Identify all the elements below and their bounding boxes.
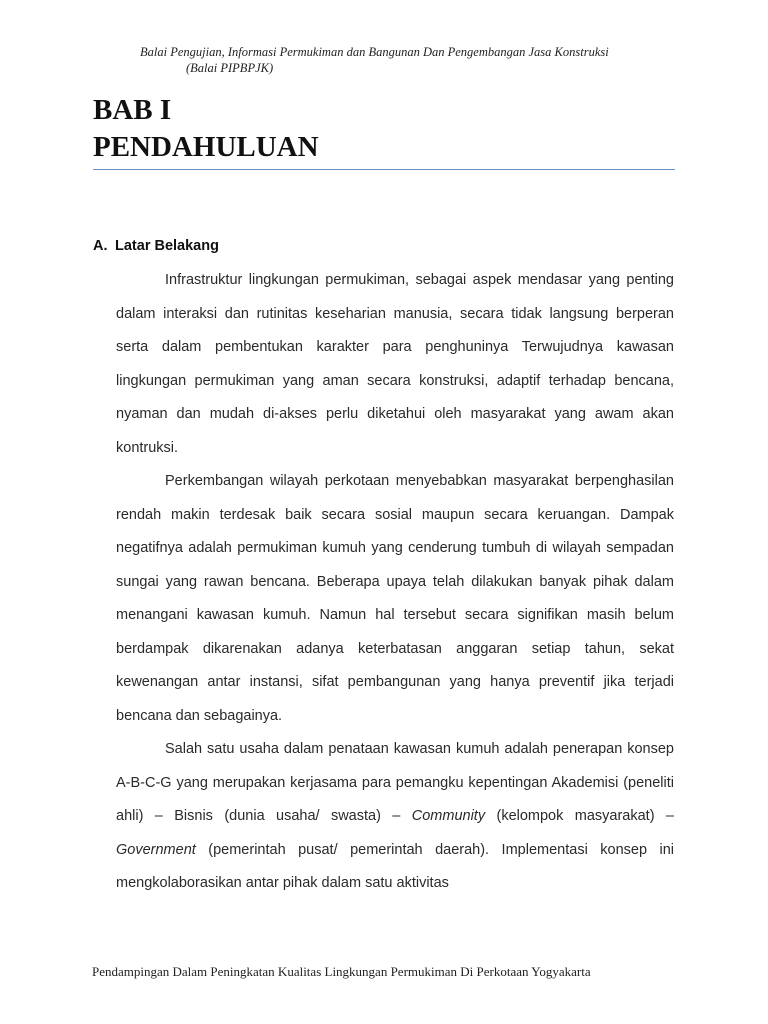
- chapter-heading: [93, 92, 319, 166]
- paragraph-1: Infrastruktur lingkungan permukiman, sebagai aspek mendasar yang penting dalam interaksi dan rutinitas keseharian manusia, secara tidak langsung berperan serta dalam pembentukan karakter para penghuninya Terwujudnya kawasan lingkungan permukiman yang aman secara konstruksi, adaptif terhadap bencana, nyaman dan mudah di-akses perlu diketahui oleh masyarakat yang awam akan kontruksi.: [116, 272, 674, 456]
- paragraph-3: [116, 733, 674, 901]
- term-community: Community: [411, 808, 486, 824]
- paragraph-2: Perkembangan wilayah perkotaan menyebabkan masyarakat berpenghasilan rendah makin terdesak baik secara sosial maupun secara keruangan. Dampak negatifnya adalah permukiman kumuh yang cenderung tumbuh di wilayah sempadan sungai yang rawan bencana. Beberapa upaya telah dilakukan banyak pihak dalam menangani kawasan kumuh. Namun hal tersebut secara signifikan masih belum berdampak dikarenakan adanya keterbatasan anggaran setiap tahun, sekat kewenangan antar instansi, sifat pembangunan yang hanya preventif jika terjadi bencana dan sebagainya.: [116, 473, 674, 724]
- page-footer: Pendampingan Dalam Peningkatan Kualitas Lingkungan Permukiman Di Perkotaan Yogyakarta: [92, 964, 591, 979]
- paragraph-3-part-1: Salah satu usaha dalam penataan kawasan kumuh adalah penerapan konsep A-B-C-G yang merupakan kerjasama para pemangku kepentingan Akademisi (peneliti ahli) – Bisnis (dunia usaha/ swasta) –: [116, 741, 674, 824]
- header-line-2: (Balai PIPBPJK): [186, 61, 274, 75]
- page-header: [140, 44, 680, 76]
- header-line-1: Balai Pengujian, Informasi Permukiman dan Bangunan Dan Pengembangan Jasa Konstruksi: [140, 45, 609, 59]
- body-text: [116, 264, 674, 901]
- section-title: Latar Belakang: [115, 238, 219, 254]
- paragraph-3-part-2: (kelompok masyarakat) –: [485, 808, 674, 824]
- term-government: Government: [116, 841, 196, 858]
- section-heading: [93, 236, 219, 256]
- heading-divider: [93, 169, 675, 170]
- paragraph-3-part-3: (pemerintah pusat/ pemerintah daerah). Implementasi konsep ini mengkolaborasikan antar pihak dalam satu aktivitas: [116, 841, 674, 891]
- chapter-title: PENDAHULUAN: [93, 131, 319, 163]
- section-number: A.: [93, 238, 108, 254]
- chapter-number: BAB I: [93, 94, 172, 126]
